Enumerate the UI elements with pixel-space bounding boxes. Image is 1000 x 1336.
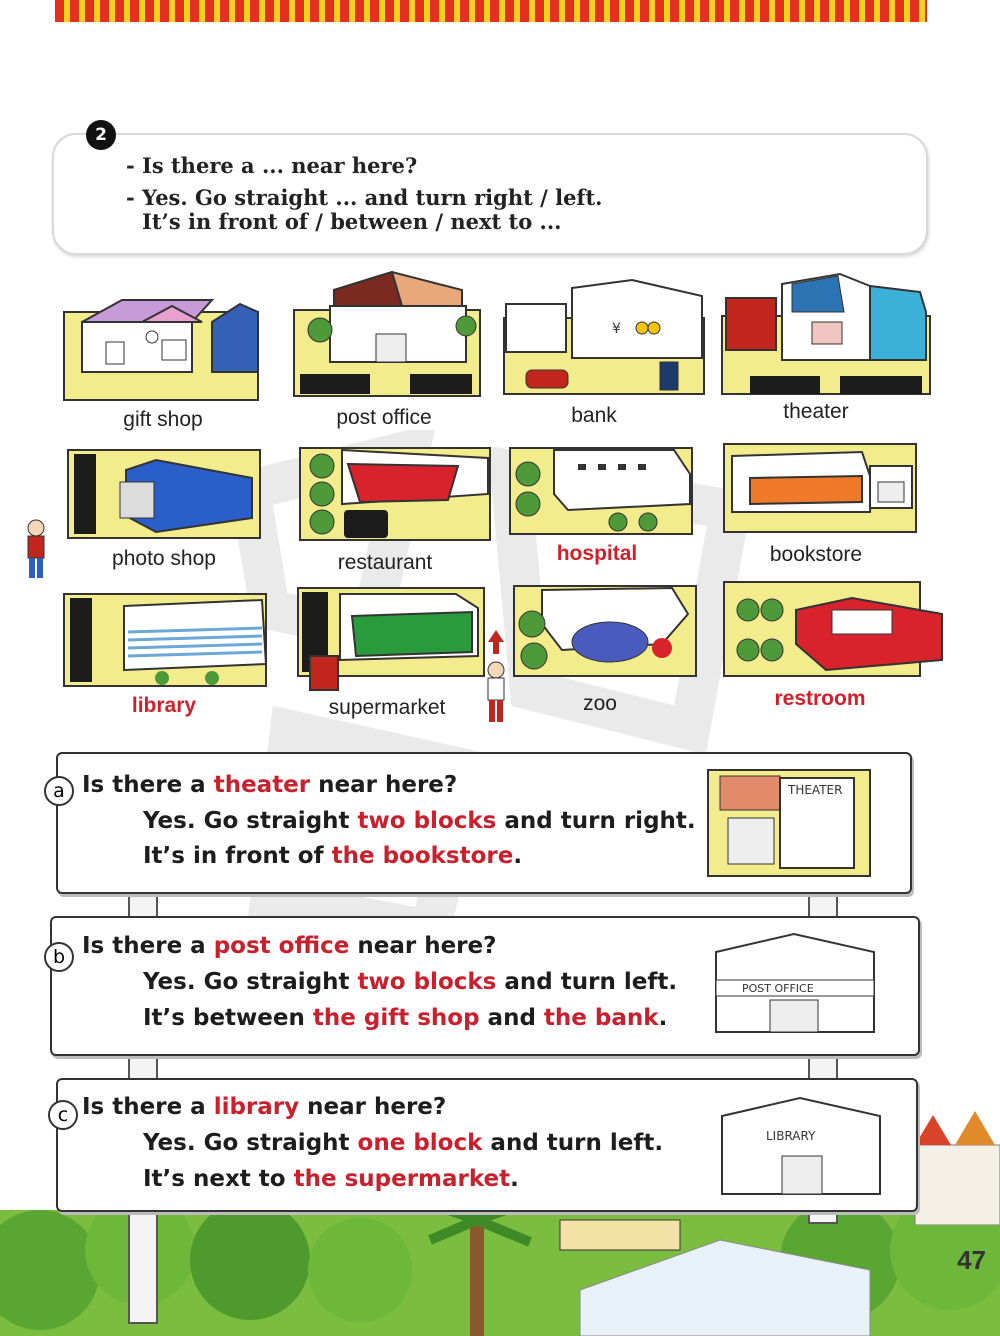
zoo-illustration	[512, 584, 698, 680]
photo-shop-illustration	[66, 446, 262, 542]
dialog-c-answer-1: Yes. Go straight one block and turn left.	[143, 1130, 664, 1156]
label-theater: theater	[783, 400, 849, 423]
label-restroom: restroom	[774, 687, 866, 710]
theater-sign-illustration	[706, 768, 872, 878]
restroom-illustration	[722, 580, 950, 678]
dialog-c-question: Is there a library near here?	[82, 1094, 447, 1120]
label-library: library	[131, 694, 197, 717]
sentence-pattern-box	[52, 133, 928, 255]
label-hospital: hospital	[556, 542, 638, 565]
section-number-badge: 2	[86, 120, 116, 150]
library-illustration	[62, 592, 270, 690]
pattern-line-2: - Yes. Go straight ... and turn right / left.	[126, 185, 603, 210]
dialog-letter-c: c	[48, 1100, 78, 1130]
label-zoo: zoo	[583, 692, 617, 715]
pattern-line-3: It’s in front of / between / next to ...	[142, 209, 562, 234]
hospital-illustration	[508, 444, 694, 538]
label-bank: bank	[571, 404, 617, 427]
pattern-line-1: - Is there a ... near here?	[126, 153, 418, 178]
dialog-letter-b: b	[44, 942, 74, 972]
dialog-a-question: Is there a theater near here?	[82, 772, 458, 798]
castle-illustration	[905, 1105, 1000, 1225]
post-office-sign-illustration	[712, 930, 878, 1034]
dialog-a-answer-1: Yes. Go straight two blocks and turn right.	[143, 808, 696, 834]
kid-figure-icon	[20, 518, 52, 580]
label-bookstore: bookstore	[769, 543, 863, 566]
dialog-b-answer-2: It’s between the gift shop and the bank.	[143, 1005, 668, 1031]
page-number: 47	[957, 1245, 986, 1275]
label-restaurant: restaurant	[337, 551, 433, 574]
supermarket-illustration	[296, 586, 486, 696]
bank-illustration	[502, 278, 708, 398]
post-office-illustration	[292, 270, 482, 400]
label-photo-shop: photo shop	[112, 547, 216, 570]
post-office-sign-text: POST OFFICE	[742, 982, 814, 995]
theater-sign-text: THEATER	[788, 783, 843, 797]
dialog-b-question: Is there a post office near here?	[82, 933, 497, 959]
theater-illustration	[720, 272, 932, 398]
label-supermarket: supermarket	[328, 696, 446, 719]
top-stripe-border	[55, 0, 927, 22]
label-gift-shop: gift shop	[123, 408, 203, 431]
dialog-a-answer-2: It’s in front of the bookstore.	[143, 843, 523, 869]
label-post-office: post office	[336, 406, 432, 429]
dialog-letter-a: a	[44, 776, 74, 806]
dialog-b-answer-1: Yes. Go straight two blocks and turn left.	[143, 969, 678, 995]
restaurant-illustration	[298, 444, 492, 544]
svg-text:¥: ¥	[612, 321, 621, 337]
bookstore-illustration	[722, 442, 918, 534]
gift-shop-illustration	[62, 292, 262, 404]
library-sign-illustration	[718, 1094, 884, 1196]
dialog-c-answer-2: It’s next to the supermarket.	[143, 1166, 519, 1192]
library-sign-text: LIBRARY	[766, 1129, 816, 1143]
